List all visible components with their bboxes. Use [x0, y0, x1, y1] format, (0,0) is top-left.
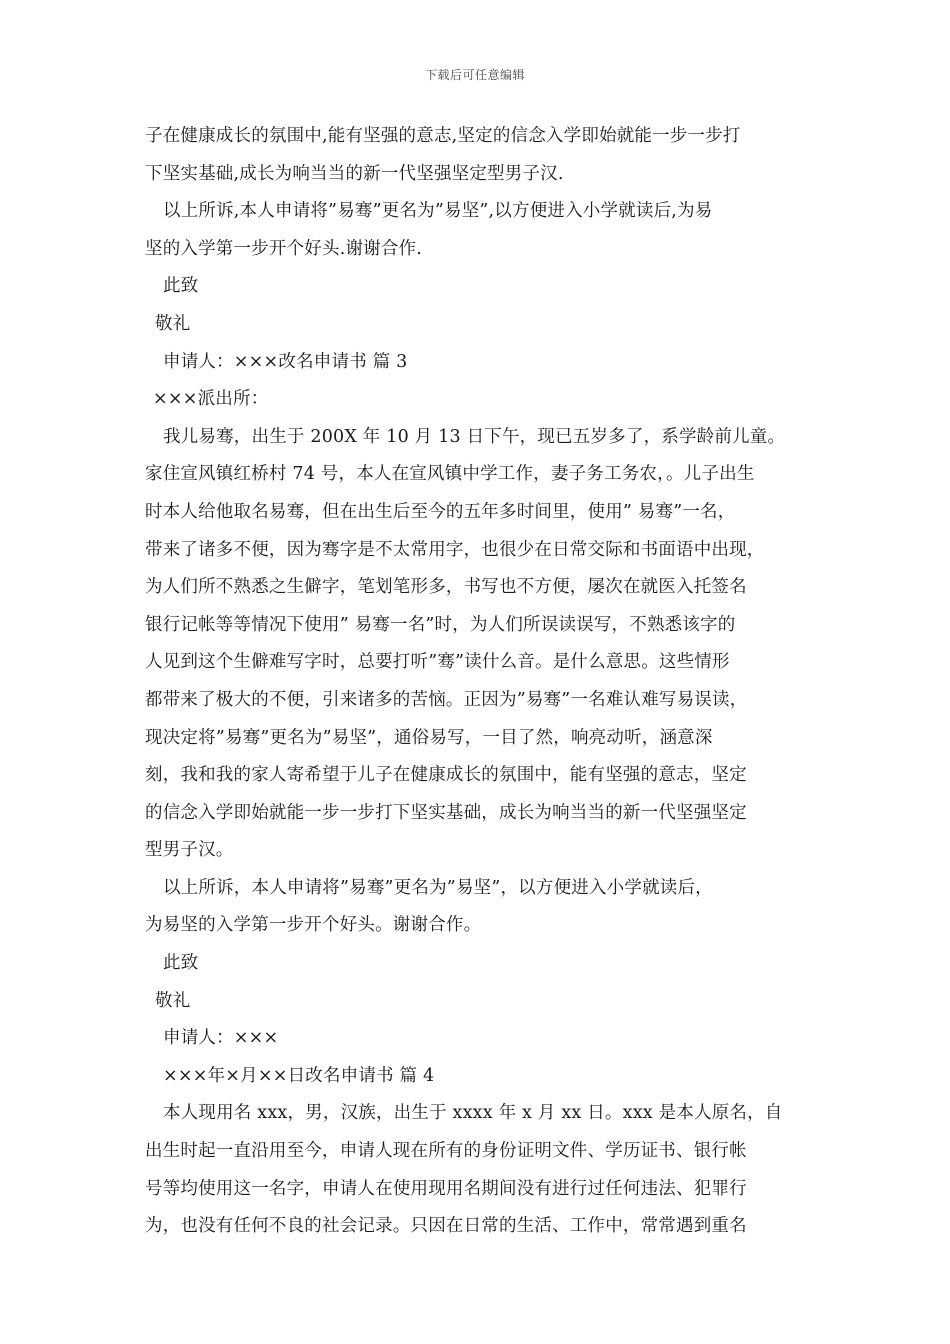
document-line: 此致	[163, 276, 199, 297]
document-line: 为人们所不熟悉之生僻字，笔划笔形多，书写也不方便，屡次在就医入托签名	[145, 577, 747, 598]
document-line: 家住宣风镇红桥村 74 号，本人在宣风镇中学工作，妻子务工务农，。儿子出生	[145, 464, 755, 485]
document-line: ×××派出所：	[153, 389, 269, 410]
document-line: 人见到这个生僻难写字时，总要打听”骞”读什么音。是什么意思。这些情形	[145, 652, 730, 673]
document-line: 带来了诸多不便，因为骞字是不太常用字，也很少在日常交际和书面语中出现，	[145, 539, 765, 560]
document-line: 此致	[163, 953, 199, 974]
document-line: 现决定将”易骞”更名为”易坚”，通俗易写，一目了然，响亮动听，涵意深	[145, 727, 713, 748]
document-line: 以上所诉,本人申请将”易骞”更名为”易坚”,以方便进入小学就读后,为易	[163, 201, 713, 222]
document-line: 下坚实基础,成长为响当当的新一代坚强坚定型男子汉.	[145, 163, 564, 184]
document-line: 我儿易骞，出生于 200X 年 10 月 13 日下午，现已五岁多了，系学龄前儿童。	[163, 426, 786, 447]
document-line: 出生时起一直沿用至今，申请人现在所有的身份证明文件、学历证书、银行帐	[145, 1141, 747, 1162]
document-line: 号等均使用这一名字，申请人在使用现用名期间没有进行过任何违法、犯罪行	[145, 1178, 747, 1199]
document-line: 坚的入学第一步开个好头.谢谢合作.	[145, 238, 423, 259]
document-line: 敬礼	[155, 990, 191, 1011]
document-line: ×××年×月××日改名申请书 篇 4	[163, 1065, 435, 1086]
document-line: 刻，我和我的家人寄希望于儿子在健康成长的氛围中，能有坚强的意志，坚定	[145, 765, 747, 786]
page-header: 下载后可任意编辑	[424, 68, 525, 82]
document-line: 时本人给他取名易骞，但在出生后至今的五年多时间里，使用” 易骞”一名，	[145, 501, 736, 522]
document-line: 为，也没有任何不良的社会记录。只因在日常的生活、工作中，常常遇到重名	[145, 1216, 747, 1237]
document-line: 本人现用名 xxx，男，汉族，出生于 xxxx 年 x 月 xx 日。xxx 是本人原名，自	[163, 1103, 783, 1124]
document-line: 为易坚的入学第一步开个好头。谢谢合作。	[145, 915, 482, 936]
document-line: 申请人：×××改名申请书 篇 3	[163, 351, 408, 372]
document-line: 都带来了极大的不便，引来诸多的苦恼。正因为”易骞”一名难认难写易误读，	[145, 689, 748, 710]
document-line: 申请人：×××	[163, 1028, 279, 1049]
document-line: 以上所诉，本人申请将”易骞”更名为”易坚”，以方便进入小学就读后，	[163, 877, 713, 898]
document-line: 子在健康成长的氛围中,能有坚强的意志,坚定的信念入学即始就能一步一步打	[145, 126, 741, 146]
document-line: 型男子汉。	[145, 840, 234, 861]
document-body	[145, 118, 815, 1246]
document-line: 敬礼	[155, 313, 191, 334]
document-line: 的信念入学即始就能一步一步打下坚实基础，成长为响当当的新一代坚强坚定	[145, 802, 747, 823]
document-line: 银行记帐等等情况下使用” 易骞一名”时，为人们所误读误写，不熟悉该字的	[145, 614, 736, 635]
